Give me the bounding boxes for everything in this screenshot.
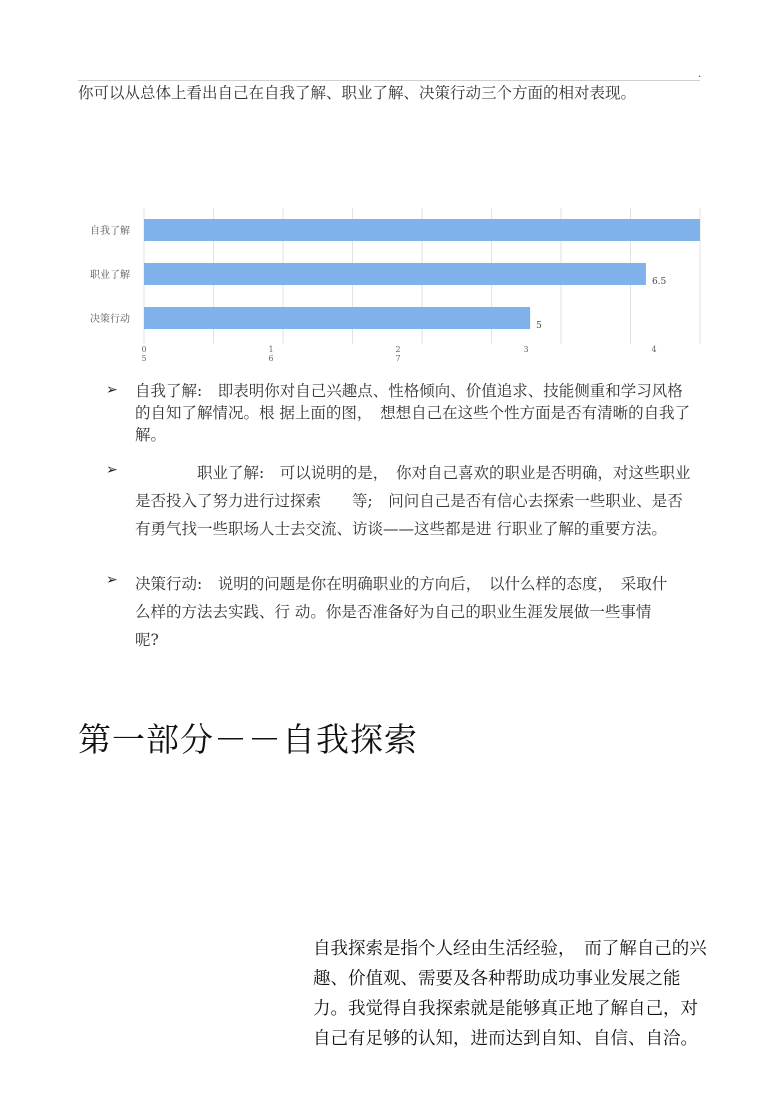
x-tick-label: 3 [523,345,529,354]
category-label: 职业了解 [90,270,130,281]
bullet-career-understanding: 职业了解: 可以说明的是， 你对自己喜欢的职业是否明确，对这些职业 是否投入了努力进行过探索 等; 问问自己是否有信心去探索一些职业、是否有勇气找一些职场人士去交流、访谈——这些都是进 行职业了解的重要方法。 [135,464,691,538]
bullet-arrow-icon: ➢ [106,382,118,398]
x-tick-label: 5 [141,354,147,363]
x-tick-label: 0 [141,345,147,354]
x-tick-label: 2 [395,345,401,354]
x-tick-label: 1 [268,345,274,354]
corner-dot: · [698,72,702,83]
self-exploration-paragraph: 自我探索是指个人经由生活经验， 而了解自己的兴趣、价值观、需要及各种帮助成功事业发展之能力。我觉得自我探索就是能够真正地了解自己，对自己有足够的认知，进而达到自知、自信、自洽。 [313,939,707,1049]
data-label: 6.5 [651,277,667,287]
bar-chart [78,200,708,370]
intro-text: 你可以从总体上看出自己在自我了解、职业了解、决策行动三个方面的相对表现。 [78,84,637,102]
category-label: 自我了解 [90,226,130,237]
bar-1 [144,219,700,241]
data-label: 5 [536,321,542,331]
top-rule [78,80,700,81]
category-label: 决策行动 [90,314,130,325]
x-tick-label: 7 [395,354,401,363]
bullet-decision-action: 决策行动: 说明的问题是你在明确职业的方向后， 以什么样的态度， 采取什么样的方法去实践、行 动。你是否准备好为自己的职业生涯发展做一些事情呢? [135,575,668,649]
bullet-self-understanding: 自我了解: 即表明你对自己兴趣点、性格倾向、价值追求、技能侧重和学习风格的自知了解情况。根 据上面的图， 想想自己在这些个性方面是否有清晰的自我了解。 [135,382,691,444]
x-tick-label: 6 [268,354,274,363]
x-tick-label: 4 [651,345,657,354]
bar-2 [144,263,646,285]
bar-3 [144,307,530,329]
bullet-arrow-icon: ➢ [106,572,118,588]
section-heading: 第一部分－－自我探索 [78,720,418,759]
bullet-arrow-icon: ➢ [106,462,118,478]
